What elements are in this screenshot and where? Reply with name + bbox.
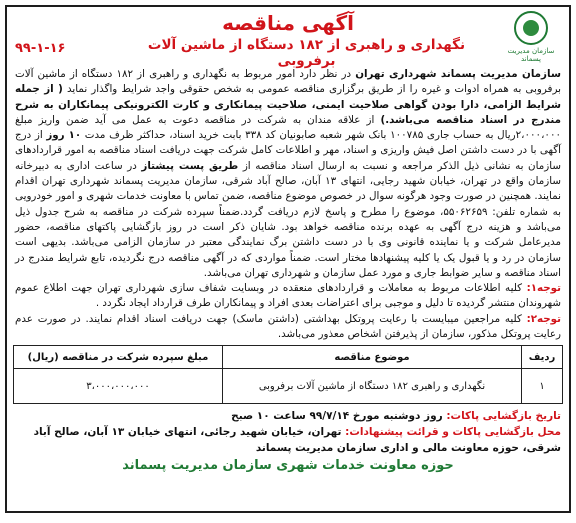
opening-address: [15, 424, 561, 456]
emblem-icon: [514, 11, 548, 45]
organization-logo: [499, 11, 563, 67]
opening-address-label: محل بازگشایی پاکات و قرائت پیشنهادات:: [345, 426, 561, 438]
row-number-cell: ۱: [522, 369, 563, 404]
table-row: [14, 369, 563, 404]
opening-address-value: تهران، خیابان شهید رجائی، انتهای خیابان ۱۳ آبان، صالح آباد شرقی، حوزه معاونت مالی و اداری سازمان مدیریت پسماند: [33, 426, 561, 454]
deposit-cell: ۳،۰۰۰،۰۰۰،۰۰۰: [14, 369, 223, 404]
subject-cell: نگهداری و راهبری ۱۸۲ دستگاه از ماشین آلات برفروبی: [223, 369, 522, 404]
opening-date: [15, 408, 561, 424]
deposit-table: [13, 345, 563, 404]
organization-name: سازمان مدیریت پسماند شهرداری تهران: [355, 68, 561, 80]
opening-date-label: تاریخ بازگشایی پاکات:: [446, 410, 561, 422]
table-header-row: [14, 346, 563, 369]
body-text-d: از درج آگهی با در دست داشتن اصل فیش واریزی و اسناد، مهر و اطلاعات کامل شرکت جهت دریافت اسناد مناقصه به امور قراردادهای سازمان به نشانی ذیل الذکر مراجعه و نسبت به ارسال اسناد مناقصه از: [15, 129, 562, 172]
note2-label: توجه۲:: [526, 312, 561, 325]
logo-caption: سازمان مدیریت پسماند: [507, 47, 555, 63]
announcement-body: [7, 67, 569, 343]
note1-text: کلیه اطلاعات مربوط به معاملات و قراردادهای منعقده در وبسایت شفاف سازی شهرداری تهران جهت اطلاع عموم شهروندان منتشر گردیده تا دلیل و موجبی برای اعتراضات بعدی افراد و پیمانکاران طرف قرارداد ایجاد نگردد .: [15, 282, 561, 310]
page-subtitle: نگهداری و راهبری از ۱۸۲ دستگاه از ماشین آلات برفروبی: [147, 37, 466, 69]
body-text-c: از علاقه مندان به شرکت در مناقصه دعوت به عمل می آید ضمن واریز مبلغ ۲،۰۰۰،۰۰۰ریال به حساب جاری ۱۰۰۷۸۵ بانک شهر شعبه صابونیان کد ۳۳۸ بابت خرید اسناد، حداکثر ظرف مدت: [15, 113, 562, 142]
opening-date-value: روز دوشنبه مورخ ۹۹/۷/۱۴ ساعت ۱۰ صبح: [231, 410, 447, 422]
tender-code: ۹۹-۱-۱۶: [15, 41, 66, 56]
col-deposit: مبلغ سپرده شرکت در مناقصه (ریال): [14, 346, 223, 369]
footer: [7, 404, 569, 474]
header: [7, 7, 569, 67]
body-text-a: در نظر دارد امور مربوط به نگهداری و راهبری از ۱۸۲ دستگاه از ماشین آلات برفروبی به همراه ادوات و غیره را از طریق برگزاری مناقصه عمومی به شخص حقوقی واجد شرایط واگذار نماید: [15, 68, 562, 96]
body-text-e: در ساعت اداری به دبیرخانه سازمان واقع در تهران، خیابان شهید رجایی، انتهای ۱۳ آبان، صالح آباد شرقی، سازمان مدیریت پسماند شهرداری تهران اقدام نمایند. همچنین در صورت وجود هرگونه سوال در خصوص موضوع مناقصه، ضمن تماس با معاونت خدمات شهری و امور خودرویی به شماره تلفن: ۵۵۰۶۲۶۵۹، موضوع را مطرح و پاسخ لازم دریافت گردد.ضمناً سپرده شرکت در مناقصه به شرح جدول ذیل می‌باشد و هزینه درج آگهی به عهده برنده مناقصه خواهد بود. شایان ذکر است در روز بازگشایی پاکتهای مناقصه، حضور مدیرعامل شرکت و یا نماینده قانونی وی با در دست داشتن برگ نمایندگی معتبر در سازمان الزامی می‌باشد. بدیهی است سازمان در رد و یا قبول یک یا کلیه پیشنهادها مختار است. ضمناً مواردی که در آگهی مناقصه درج نگردیده، تابع شرایط مندرج در اسناد مناقصه و سایر ضوابط جاری و مورد عمل سازمان و شهرداری تهران می‌باشد.: [15, 159, 561, 279]
post-method: طریق پست پیشتاز: [141, 159, 239, 172]
note1-label: توجه۱:: [526, 282, 561, 295]
required-conditions: ( از جمله شرایط الزامی، دارا بودن گواهی صلاحیت ایمنی، صلاحیت پیمانکاری و کارت الکترونیکی پیمانکاران به شرح مندرج در اسناد مناقصه می‌باشد.): [15, 83, 561, 126]
col-row-number: ردیف: [522, 346, 563, 369]
page-title: آگهی مناقصه: [222, 11, 354, 35]
col-subject: موضوع مناقصه: [223, 346, 522, 369]
signature: حوزه معاونت خدمات شهری سازمان مدیریت پسماند: [122, 458, 454, 473]
deadline-days: ۱۰ روز: [46, 129, 82, 142]
note2-text: کلیه مراجعین میبایست با رعایت پروتکل بهداشتی (داشتن ماسک) جهت دریافت اسناد اقدام نمایند. در صورت عدم رعایت پروتکل مذکور، سازمان از پذیرفتن اشخاص معذور می‌باشد.: [15, 312, 561, 341]
tender-advertisement: [5, 5, 571, 513]
